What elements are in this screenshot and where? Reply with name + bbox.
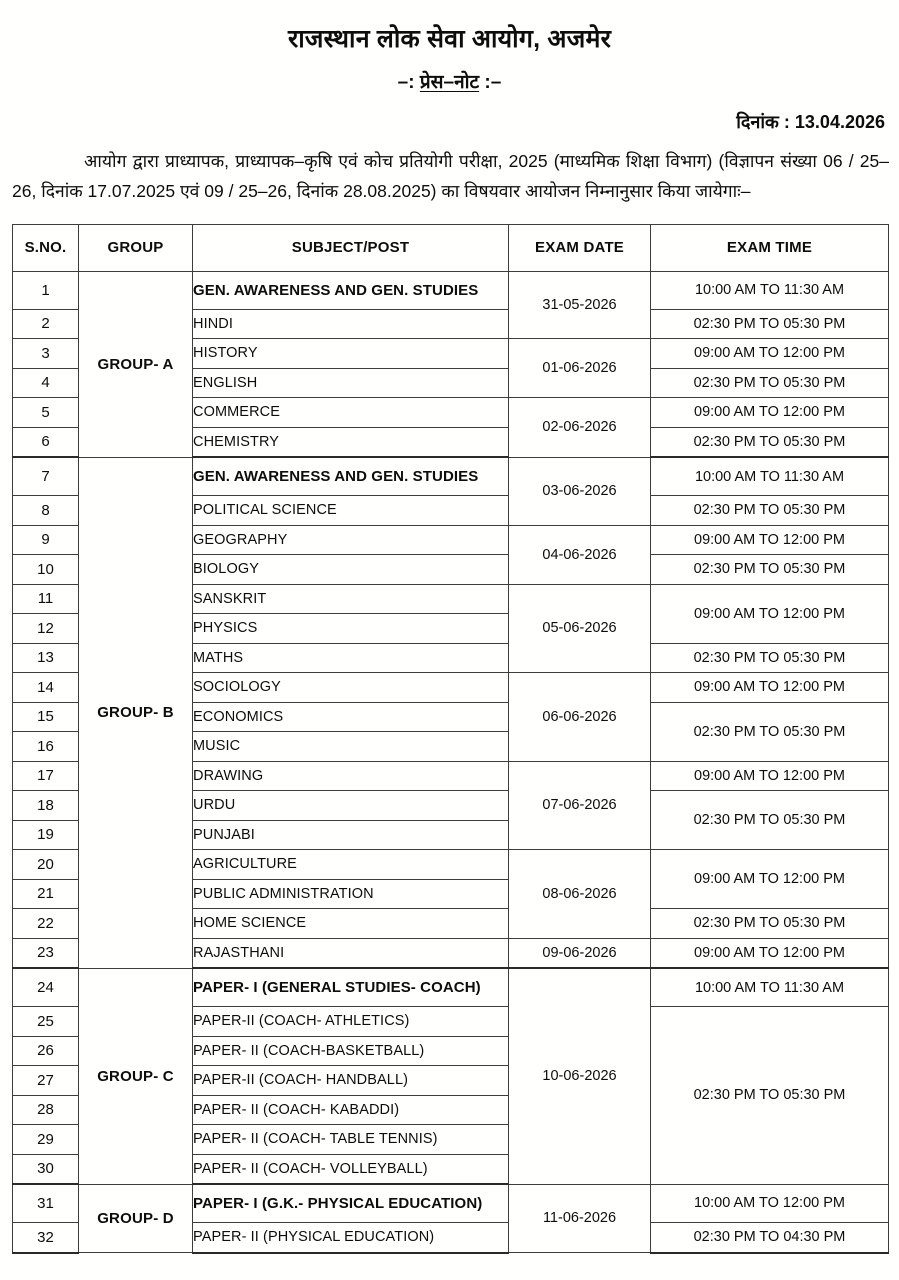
cell-subject-post: HOME SCIENCE (193, 909, 509, 939)
press-note-heading (0, 68, 899, 94)
cell-exam-time: 09:00 AM TO 12:00 PM (651, 761, 889, 791)
press-note-prefix: –: (397, 71, 415, 93)
cell-serial-number: 8 (13, 496, 79, 526)
cell-serial-number: 13 (13, 643, 79, 673)
table-body (13, 271, 889, 1253)
cell-serial-number: 23 (13, 938, 79, 968)
cell-subject-post: URDU (193, 791, 509, 821)
cell-exam-time: 02:30 PM TO 05:30 PM (651, 555, 889, 585)
table-row (13, 968, 889, 1007)
table-header (13, 224, 889, 271)
cell-subject-post: PAPER- I (G.K.- PHYSICAL EDUCATION) (193, 1184, 509, 1223)
cell-subject-post: PAPER- II (COACH- VOLLEYBALL) (193, 1154, 509, 1184)
cell-serial-number: 32 (13, 1223, 79, 1253)
cell-group-name: GROUP- B (79, 457, 193, 968)
cell-exam-time: 10:00 AM TO 11:30 AM (651, 968, 889, 1007)
cell-subject-post: RAJASTHANI (193, 938, 509, 968)
cell-subject-post: PAPER- II (PHYSICAL EDUCATION) (193, 1223, 509, 1253)
cell-subject-post: GEN. AWARENESS AND GEN. STUDIES (193, 271, 509, 309)
cell-serial-number: 19 (13, 820, 79, 850)
cell-exam-date: 03-06-2026 (509, 457, 651, 525)
cell-subject-post: PAPER-II (COACH- ATHLETICS) (193, 1007, 509, 1037)
table-row (13, 457, 889, 496)
cell-serial-number: 14 (13, 673, 79, 703)
cell-exam-time: 02:30 PM TO 05:30 PM (651, 368, 889, 398)
cell-exam-date: 02-06-2026 (509, 398, 651, 458)
cell-exam-time: 02:30 PM TO 05:30 PM (651, 791, 889, 850)
cell-exam-time: 02:30 PM TO 05:30 PM (651, 496, 889, 526)
cell-group-name: GROUP- C (79, 968, 193, 1184)
cell-subject-post: HINDI (193, 309, 509, 339)
cell-subject-post: PAPER- I (GENERAL STUDIES- COACH) (193, 968, 509, 1007)
table-row (13, 271, 889, 309)
cell-subject-post: PHYSICS (193, 614, 509, 644)
cell-exam-time: 02:30 PM TO 05:30 PM (651, 309, 889, 339)
cell-serial-number: 24 (13, 968, 79, 1007)
cell-exam-time: 09:00 AM TO 12:00 PM (651, 398, 889, 428)
column-header-sno: S.NO. (13, 224, 79, 271)
cell-serial-number: 26 (13, 1036, 79, 1066)
organization-title: राजस्थान लोक सेवा आयोग, अजमेर (287, 25, 612, 53)
cell-exam-time: 02:30 PM TO 05:30 PM (651, 427, 889, 457)
column-header-subject: SUBJECT/POST (193, 224, 509, 271)
cell-serial-number: 10 (13, 555, 79, 585)
cell-exam-date: 01-06-2026 (509, 339, 651, 398)
cell-subject-post: POLITICAL SCIENCE (193, 496, 509, 526)
press-note-label: प्रेस–नोट (419, 71, 480, 93)
table-header-row (13, 224, 889, 271)
cell-exam-time: 09:00 AM TO 12:00 PM (651, 525, 889, 555)
cell-subject-post: GEOGRAPHY (193, 525, 509, 555)
cell-subject-post: PAPER- II (COACH- TABLE TENNIS) (193, 1125, 509, 1155)
cell-exam-time: 10:00 AM TO 12:00 PM (651, 1184, 889, 1223)
cell-serial-number: 6 (13, 427, 79, 457)
column-header-date: EXAM DATE (509, 224, 651, 271)
cell-exam-date: 06-06-2026 (509, 673, 651, 762)
cell-serial-number: 18 (13, 791, 79, 821)
cell-exam-time: 02:30 PM TO 04:30 PM (651, 1223, 889, 1253)
cell-serial-number: 22 (13, 909, 79, 939)
cell-subject-post: PAPER- II (COACH-BASKETBALL) (193, 1036, 509, 1066)
cell-serial-number: 20 (13, 850, 79, 880)
cell-serial-number: 3 (13, 339, 79, 369)
cell-subject-post: SOCIOLOGY (193, 673, 509, 703)
cell-subject-post: PAPER- II (COACH- KABADDI) (193, 1095, 509, 1125)
cell-exam-date: 11-06-2026 (509, 1184, 651, 1253)
cell-serial-number: 25 (13, 1007, 79, 1037)
column-header-group: GROUP (79, 224, 193, 271)
cell-exam-time: 09:00 AM TO 12:00 PM (651, 584, 889, 643)
cell-serial-number: 2 (13, 309, 79, 339)
press-note-suffix: :– (484, 71, 502, 93)
cell-serial-number: 29 (13, 1125, 79, 1155)
cell-serial-number: 9 (13, 525, 79, 555)
cell-exam-time: 10:00 AM TO 11:30 AM (651, 457, 889, 496)
cell-serial-number: 7 (13, 457, 79, 496)
cell-subject-post: MATHS (193, 643, 509, 673)
cell-exam-date: 08-06-2026 (509, 850, 651, 939)
cell-subject-post: SANSKRIT (193, 584, 509, 614)
cell-subject-post: ENGLISH (193, 368, 509, 398)
cell-serial-number: 30 (13, 1154, 79, 1184)
cell-exam-time: 09:00 AM TO 12:00 PM (651, 938, 889, 968)
cell-exam-date: 10-06-2026 (509, 968, 651, 1184)
cell-serial-number: 28 (13, 1095, 79, 1125)
issue-date-value: 13.04.2026 (794, 111, 885, 132)
cell-exam-time: 02:30 PM TO 05:30 PM (651, 1007, 889, 1185)
cell-exam-time: 09:00 AM TO 12:00 PM (651, 673, 889, 703)
cell-serial-number: 1 (13, 271, 79, 309)
cell-serial-number: 27 (13, 1066, 79, 1096)
cell-subject-post: COMMERCE (193, 398, 509, 428)
cell-subject-post: PAPER-II (COACH- HANDBALL) (193, 1066, 509, 1096)
cell-subject-post: PUBLIC ADMINISTRATION (193, 879, 509, 909)
issue-date (0, 110, 899, 134)
cell-exam-time: 09:00 AM TO 12:00 PM (651, 850, 889, 909)
cell-serial-number: 31 (13, 1184, 79, 1223)
cell-serial-number: 5 (13, 398, 79, 428)
issue-date-label: दिनांक : (736, 111, 790, 132)
cell-exam-time: 10:00 AM TO 11:30 AM (651, 271, 889, 309)
cell-subject-post: BIOLOGY (193, 555, 509, 585)
schedule-table-wrapper (12, 224, 888, 1254)
cell-exam-date: 31-05-2026 (509, 271, 651, 339)
cell-serial-number: 21 (13, 879, 79, 909)
cell-exam-time: 02:30 PM TO 05:30 PM (651, 643, 889, 673)
cell-exam-date: 09-06-2026 (509, 938, 651, 968)
intro-paragraph: आयोग द्वारा प्राध्यापक, प्राध्यापक–कृषि एवं कोच प्रतियोगी परीक्षा, 2025 (माध्यमिक शिक्षा विभाग) (विज्ञापन संख्या 06 / 25–26, दिनांक 17.07.2025 एवं 09 / 25–26, दिनांक 28.08.2025) का विषयवार आयोजन निम्नानुसार किया जायेगाः– (12, 150, 889, 201)
cell-serial-number: 15 (13, 702, 79, 732)
cell-group-name: GROUP- A (79, 271, 193, 457)
cell-subject-post: HISTORY (193, 339, 509, 369)
exam-schedule-table (12, 224, 889, 1254)
cell-serial-number: 12 (13, 614, 79, 644)
table-row (13, 1184, 889, 1223)
cell-subject-post: AGRICULTURE (193, 850, 509, 880)
cell-exam-date: 05-06-2026 (509, 584, 651, 673)
cell-serial-number: 17 (13, 761, 79, 791)
cell-serial-number: 16 (13, 732, 79, 762)
cell-subject-post: ECONOMICS (193, 702, 509, 732)
cell-subject-post: MUSIC (193, 732, 509, 762)
cell-serial-number: 11 (13, 584, 79, 614)
cell-subject-post: CHEMISTRY (193, 427, 509, 457)
cell-subject-post: PUNJABI (193, 820, 509, 850)
cell-exam-date: 04-06-2026 (509, 525, 651, 584)
cell-serial-number: 4 (13, 368, 79, 398)
column-header-time: EXAM TIME (651, 224, 889, 271)
cell-exam-date: 07-06-2026 (509, 761, 651, 850)
cell-exam-time: 02:30 PM TO 05:30 PM (651, 909, 889, 939)
cell-subject-post: GEN. AWARENESS AND GEN. STUDIES (193, 457, 509, 496)
cell-subject-post: DRAWING (193, 761, 509, 791)
cell-group-name: GROUP- D (79, 1184, 193, 1253)
cell-exam-time: 02:30 PM TO 05:30 PM (651, 702, 889, 761)
cell-exam-time: 09:00 AM TO 12:00 PM (651, 339, 889, 369)
